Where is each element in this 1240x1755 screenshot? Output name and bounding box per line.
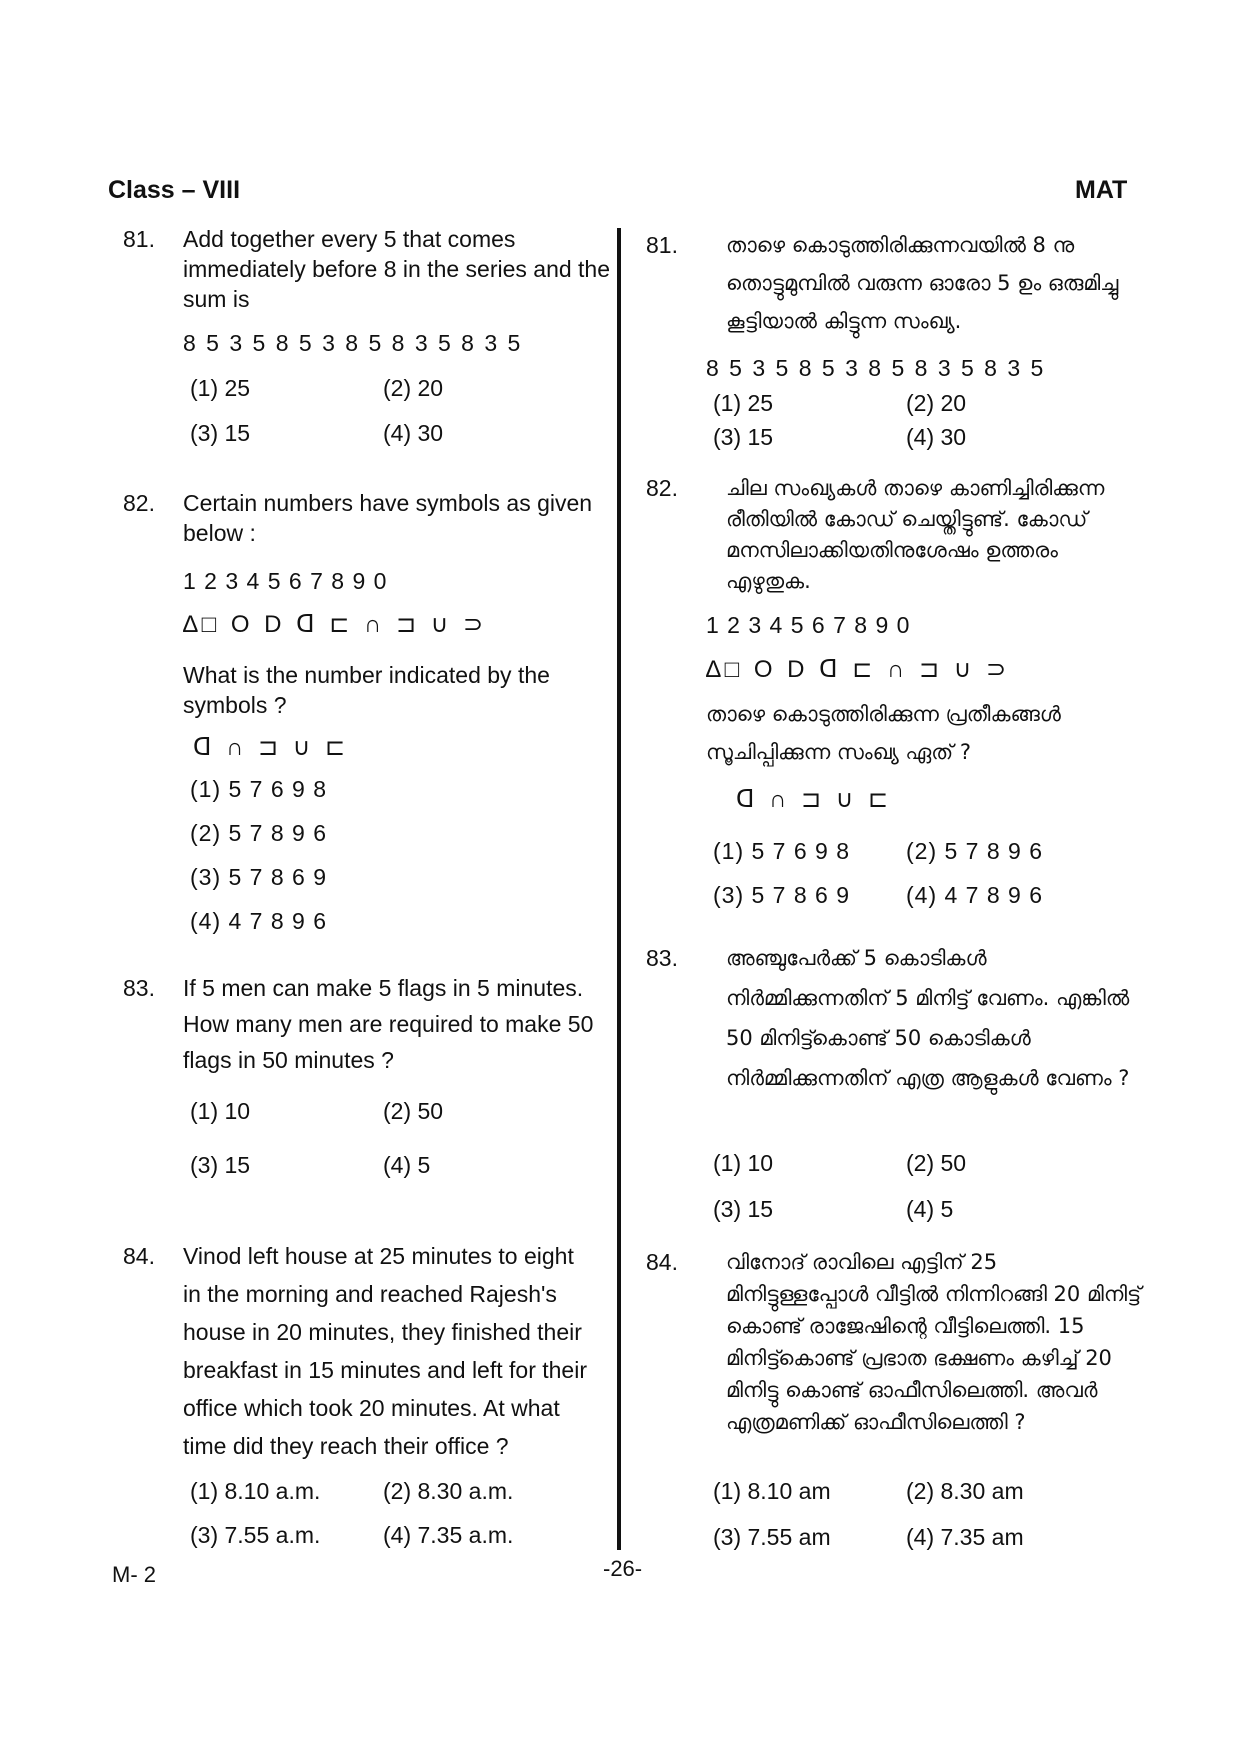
option-1: (1) 10: [713, 1150, 774, 1176]
question-text: അഞ്ചുപേർക്ക് 5 കൊടികൾ നിർമ്മിക്കുന്നതിന് 5 മിനിട്ട് വേണം. എങ്കിൽ 50 മിനിട്ട്കൊണ്ട് 50 കൊടികൾ നിർമ്മിക്കുന്നതിന് എത്ര ആളുകൾ വേണം ?: [726, 946, 1130, 1090]
option-1: (1) 5 7 6 9 8: [190, 776, 328, 802]
option-1: (1) 8.10 a.m.: [190, 1478, 321, 1504]
digit-row: 1 2 3 4 5 6 7 8 9 0: [706, 612, 911, 638]
question-number: 84.: [646, 1249, 678, 1275]
question-text: Certain numbers have symbols as given below :: [183, 490, 593, 546]
question-number: 83.: [646, 945, 678, 971]
option-4: (4) 7.35 am: [906, 1524, 1024, 1550]
symbol-row: ∆□ O D ᗡ ⊏ ∩ ⊐ ∪ ⊃: [706, 656, 1011, 683]
question-number: 81.: [123, 226, 155, 252]
option-4: (4) 5: [383, 1152, 431, 1178]
option-4: (4) 7.35 a.m.: [383, 1522, 514, 1548]
question-text: Add together every 5 that comes immediately before 8 in the series and the sum is: [183, 226, 611, 312]
question-number: 81.: [646, 232, 678, 258]
option-2: (2) 8.30 am: [906, 1478, 1024, 1504]
option-3: (3) 7.55 a.m.: [190, 1522, 321, 1548]
question-text: What is the number indicated by the symbols ?: [183, 662, 550, 718]
question-text: താഴെ കൊടുത്തിരിക്കുന്ന പ്രതീകങ്ങൾ സൂചിപ്പിക്കുന്ന സംഖ്യ ഏത് ?: [706, 702, 1061, 764]
question-text: Vinod left house at 25 minutes to eight in the morning and reached Rajesh's house in 20 minutes, they finished their breakfast in 15 minutes and left for their office which took 20 minutes. At what time did they reach their office ?: [183, 1243, 587, 1459]
page-code: M- 2: [112, 1562, 156, 1587]
option-2: (2) 5 7 8 9 6: [906, 838, 1044, 864]
symbol-code: ᗡ ∩ ⊐ ∪ ⊏: [193, 734, 350, 761]
symbol-row: ∆□ O D ᗡ ⊏ ∩ ⊐ ∪ ⊃: [183, 611, 488, 638]
option-3: (3) 5 7 8 6 9: [190, 864, 328, 890]
option-3: (3) 15: [190, 420, 251, 446]
question-number: 84.: [123, 1243, 155, 1269]
option-3: (3) 7.55 am: [713, 1524, 831, 1550]
question-text: If 5 men can make 5 flags in 5 minutes. How many men are required to make 50 flags in 50 minutes ?: [183, 975, 594, 1073]
digit-row: 1 2 3 4 5 6 7 8 9 0: [183, 568, 388, 594]
question-text: വിനോദ് രാവിലെ എട്ടിന് 25 മിനിട്ടുള്ളപ്പോൾ വീട്ടിൽ നിന്നിറങ്ങി 20 മിനിട്ട് കൊണ്ട് രാജേഷിന്റെ വീട്ടിലെത്തി. 15 മിനിട്ട്കൊണ്ട് പ്രഭാത ഭക്ഷണം കഴിച്ച് 20 മിനിട്ടു കൊണ്ട് ഓഫീസിലെത്തി. അവർ എത്രമണിക്ക് ഓഫീസിലെത്തി ?: [726, 1250, 1142, 1434]
option-2: (2) 8.30 a.m.: [383, 1478, 514, 1504]
question-text: താഴെ കൊടുത്തിരിക്കുന്നവയിൽ 8 നു തൊട്ടുമുമ്പിൽ വരുന്ന ഓരോ 5 ഉം ഒരുമിച്ചു കൂട്ടിയാൽ കിട്ടുന്ന സംഖ്യ.: [726, 233, 1119, 333]
option-4: (4) 4 7 8 9 6: [190, 908, 328, 934]
option-2: (2) 20: [383, 375, 444, 401]
option-2: (2) 20: [906, 390, 967, 416]
option-1: (1) 25: [190, 375, 251, 401]
option-2: (2) 50: [383, 1098, 444, 1124]
option-3: (3) 15: [190, 1152, 251, 1178]
page-class-label: Class – VIII: [108, 176, 241, 204]
option-3: (3) 15: [713, 424, 774, 450]
question-number: 82.: [123, 490, 155, 516]
option-4: (4) 5: [906, 1196, 954, 1222]
option-1: (1) 8.10 am: [713, 1478, 831, 1504]
option-2: (2) 50: [906, 1150, 967, 1176]
number-series: 8 5 3 5 8 5 3 8 5 8 3 5 8 3 5: [183, 330, 523, 356]
symbol-code: ᗡ ∩ ⊐ ∪ ⊏: [736, 786, 893, 813]
option-1: (1) 10: [190, 1098, 251, 1124]
page-number: -26-: [603, 1556, 643, 1581]
question-text: ചില സംഖ്യകൾ താഴെ കാണിച്ചിരിക്കുന്ന രീതിയിൽ കോഡ് ചെയ്തിട്ടുണ്ട്. കോഡ് മനസിലാക്കിയതിനുശേഷം ഉത്തരം എഴുതുക.: [726, 476, 1105, 593]
number-series: 8 5 3 5 8 5 3 8 5 8 3 5 8 3 5: [706, 355, 1046, 381]
column-divider: [617, 228, 621, 1550]
option-2: (2) 5 7 8 9 6: [190, 820, 328, 846]
page-subject-label: MAT: [1075, 176, 1128, 204]
question-number: 83.: [123, 975, 155, 1001]
option-3: (3) 15: [713, 1196, 774, 1222]
option-1: (1) 25: [713, 390, 774, 416]
option-4: (4) 30: [383, 420, 444, 446]
option-1: (1) 5 7 6 9 8: [713, 838, 851, 864]
option-3: (3) 5 7 8 6 9: [713, 882, 851, 908]
option-4: (4) 4 7 8 9 6: [906, 882, 1044, 908]
question-number: 82.: [646, 475, 678, 501]
option-4: (4) 30: [906, 424, 967, 450]
